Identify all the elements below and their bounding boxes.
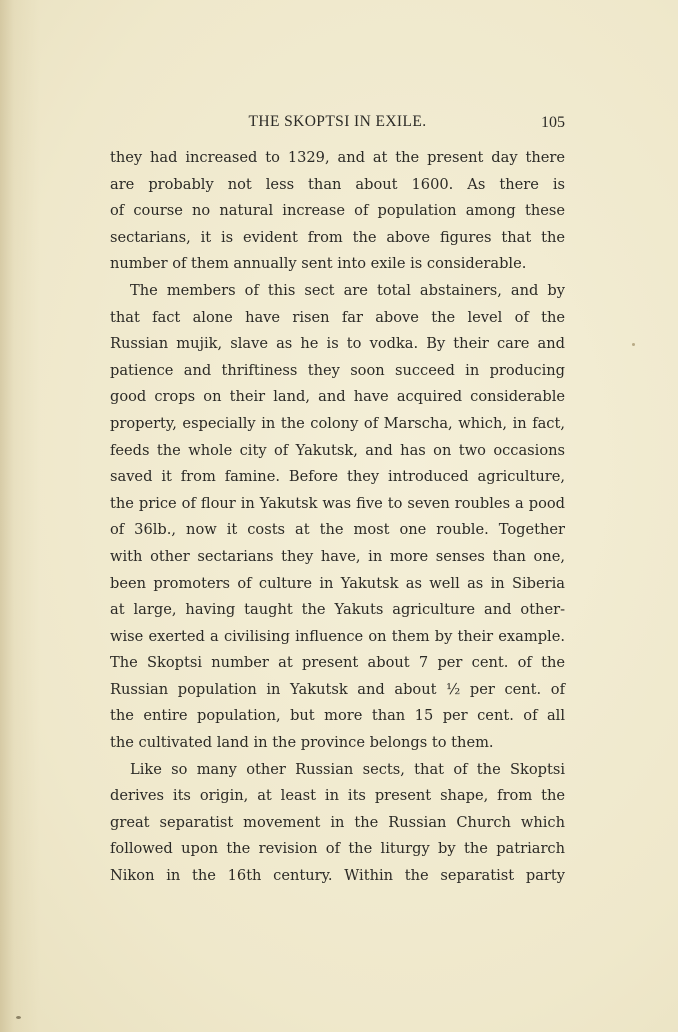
text-line: are probably not less than about 1600. As there is bbox=[110, 175, 565, 193]
text-line: wise exerted a civilising influence on them by their example. bbox=[110, 627, 565, 645]
text-line: Russian mujik, slave as he is to vodka. By their care and bbox=[110, 335, 565, 353]
text-line: Russian population in Yakutsk and about ½ per cent. of bbox=[110, 680, 565, 698]
text-line: with other sectarians they have, in more senses than one, bbox=[110, 547, 565, 565]
text-line: been promoters of culture in Yakutsk as well as in Siberia bbox=[110, 574, 565, 592]
text-line: property, especially in the colony of Marscha, which, in fact, bbox=[110, 414, 565, 432]
text-line: of course no natural increase of population among these bbox=[110, 202, 565, 220]
running-title: THE SKOPTSI IN EXILE. bbox=[248, 113, 427, 130]
text-line: the entire population, but more than 15 per cent. of all bbox=[110, 707, 565, 725]
text-line: the price of flour in Yakutsk was five to seven roubles a pood bbox=[110, 494, 565, 512]
text-line: number of them annually sent into exile is considerable. bbox=[110, 255, 527, 273]
text-line: of 36lb., now it costs at the most one rouble. Together bbox=[110, 521, 565, 539]
text-line: saved it from famine. Before they introduced agriculture, bbox=[110, 468, 565, 486]
paragraph-start-line: Like so many other Russian sects, that of the Skoptsi bbox=[130, 760, 565, 778]
text-line: that fact alone have risen far above the level of the bbox=[110, 308, 565, 326]
text-line: feeds the whole city of Yakutsk, and has on two occasions bbox=[110, 441, 565, 459]
page-number: 105 bbox=[541, 114, 565, 131]
paragraph-start-line: The members of this sect are total abstainers, and by bbox=[130, 281, 565, 299]
text-line: patience and thriftiness they soon succeed in producing bbox=[110, 361, 565, 379]
body-text bbox=[110, 145, 565, 890]
text-line: followed upon the revision of the liturgy by the patriarch bbox=[110, 840, 565, 858]
text-line: derives its origin, at least in its present shape, from the bbox=[110, 787, 565, 805]
text-line: good crops on their land, and have acquired considerable bbox=[110, 388, 565, 406]
text-line: sectarians, it is evident from the above figures that the bbox=[110, 228, 565, 246]
text-line: the cultivated land in the province belongs to them. bbox=[110, 734, 494, 752]
text-line: they had increased to 1329, and at the present day there bbox=[110, 149, 565, 166]
text-line: Nikon in the 16th century. Within the separatist party bbox=[110, 867, 565, 885]
running-head bbox=[110, 108, 565, 136]
text-line: at large, having taught the Yakuts agriculture and other- bbox=[110, 601, 565, 619]
text-line: The Skoptsi number at present about 7 per cent. of the bbox=[110, 654, 565, 672]
paper-speck bbox=[632, 343, 635, 346]
paper-speck bbox=[16, 1016, 21, 1019]
text-line: great separatist movement in the Russian Church which bbox=[110, 813, 565, 831]
